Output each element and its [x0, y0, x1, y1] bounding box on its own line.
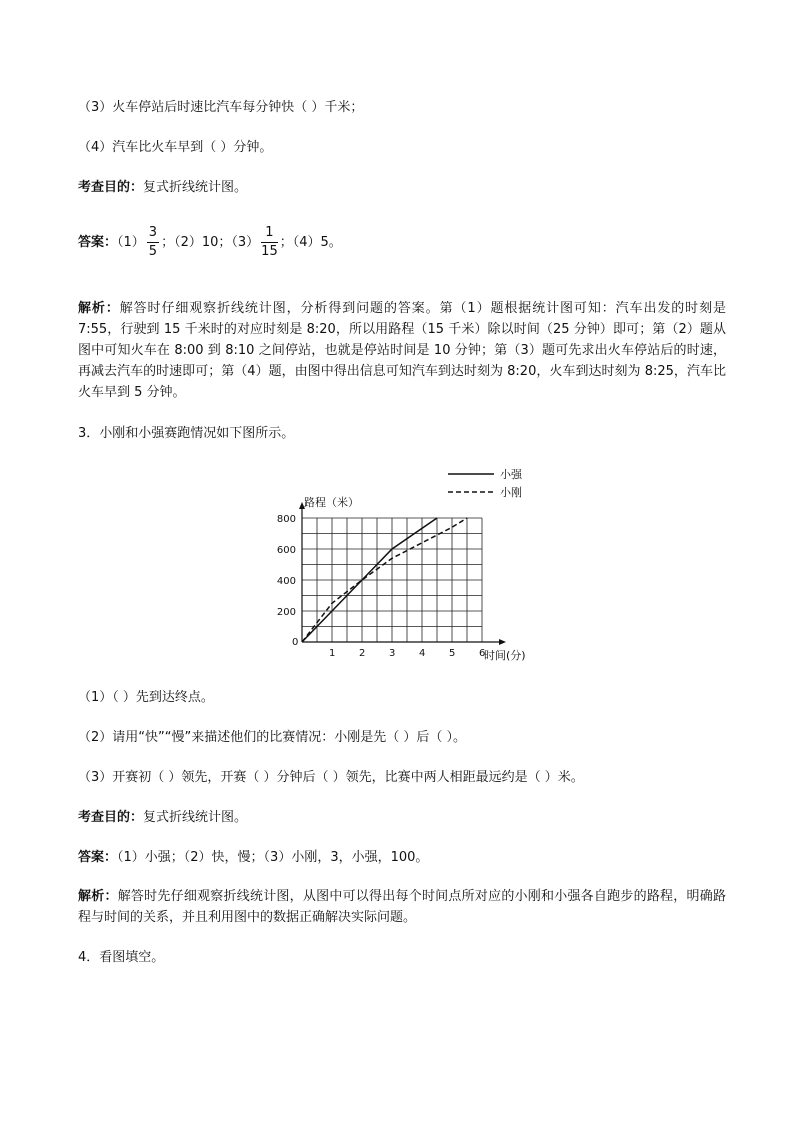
x-tick-label: 4 — [419, 648, 426, 659]
q3-sub3: （3）开赛初（ ）领先，开赛（ ）分钟后（ ）领先，比赛中两人相距最远约是（ ）米。 — [78, 770, 584, 785]
origin-label: 0 — [292, 637, 299, 648]
purpose-label: 考查目的： — [78, 180, 144, 195]
q3-title: 3．小刚和小强赛跑情况如下图所示。 — [78, 426, 295, 441]
answer-part-b: ；（2）10；（3） — [161, 235, 260, 250]
legend-label: 小刚 — [500, 486, 522, 499]
x-axis-arrow — [499, 639, 506, 645]
q2-sub4: （4）汽车比火车早到（ ）分钟。 — [78, 140, 273, 155]
x-tick-label: 3 — [389, 648, 396, 659]
x-tick-label: 1 — [329, 648, 336, 659]
answer-text: （1）小强；（2）快，慢；（3）小刚，3，小强，100。 — [117, 850, 429, 865]
answer-label: 答案： — [78, 235, 118, 250]
q2-analysis — [78, 298, 726, 403]
legend-label: 小强 — [500, 468, 522, 481]
q3-purpose — [78, 808, 247, 828]
purpose-text: 复式折线统计图。 — [143, 180, 248, 195]
x-tick-label: 2 — [359, 648, 366, 659]
fraction-1-15 — [261, 224, 278, 261]
chart-axes — [299, 502, 506, 645]
x-axis-label: 时间(分) — [484, 649, 526, 662]
answer-part-a: （1） — [117, 235, 145, 250]
purpose-label: 考查目的： — [78, 810, 144, 825]
q4-title: 4．看图填空。 — [78, 950, 165, 965]
q2-sub3: （3）火车停站后时速比汽车每分钟快（ ）千米； — [78, 100, 364, 115]
q2-answer — [78, 224, 342, 261]
analysis-label: 解析： — [78, 301, 120, 316]
y-axis-label: 路程（米） — [304, 496, 359, 509]
chart-grid — [302, 518, 482, 642]
answer-part-c: ；（4）5。 — [279, 235, 342, 250]
analysis-text: 解答时仔细观察折线统计图，分析得到问题的答案。第（1）题根据统计图可知：汽车出发的时刻是 7:55，行驶到 15 千米时的对应时刻是 8:20，所以用路程（15 千米）除以时间（25 分钟）即可；第（2）题从图中可知火车在 8:00 到 8:10 之间停站，也就是停站时间是 10 分钟；第（3）题可先求出火车停站后的时速，再减去汽车的时速即可；第（4）题，由图中得出信息可知汽车到达时刻为 8:20，火车到达时刻为 8:25，汽车比火车早到 5 分钟。 — [78, 301, 726, 400]
fraction-denominator: 15 — [261, 244, 278, 259]
purpose-text: 复式折线统计图。 — [143, 810, 248, 825]
answer-label: 答案： — [78, 850, 118, 865]
chart-legend — [448, 467, 523, 499]
q2-purpose — [78, 178, 247, 198]
y-tick-label: 400 — [276, 576, 296, 587]
x-tick-label: 5 — [449, 648, 456, 659]
q3-answer — [78, 848, 428, 868]
analysis-label: 解析： — [78, 889, 118, 904]
analysis-text: 解答时先仔细观察折线统计图，从图中可以得出每个时间点所对应的小刚和小强各自跑步的路程，明确路程与时间的关系，并且利用图中的数据正确解决实际问题。 — [78, 889, 726, 925]
chart-ticks — [277, 514, 485, 659]
q3-sub2: （2）请用“快”“慢”来描述他们的比赛情况：小刚是先（ ）后（ ）。 — [78, 730, 466, 745]
q3-sub1: （1）（ ）先到达终点。 — [78, 690, 214, 705]
fraction-numerator: 1 — [261, 224, 278, 243]
x-tick-label: 6 — [479, 648, 486, 659]
q3-analysis — [78, 886, 726, 928]
fraction-denominator: 5 — [148, 244, 158, 259]
y-tick-label: 200 — [276, 607, 296, 618]
race-line-chart — [276, 462, 540, 672]
y-tick-label: 800 — [276, 514, 296, 525]
fraction-numerator: 3 — [147, 224, 159, 243]
y-tick-label: 600 — [276, 545, 296, 556]
fraction-3-5 — [147, 224, 159, 261]
